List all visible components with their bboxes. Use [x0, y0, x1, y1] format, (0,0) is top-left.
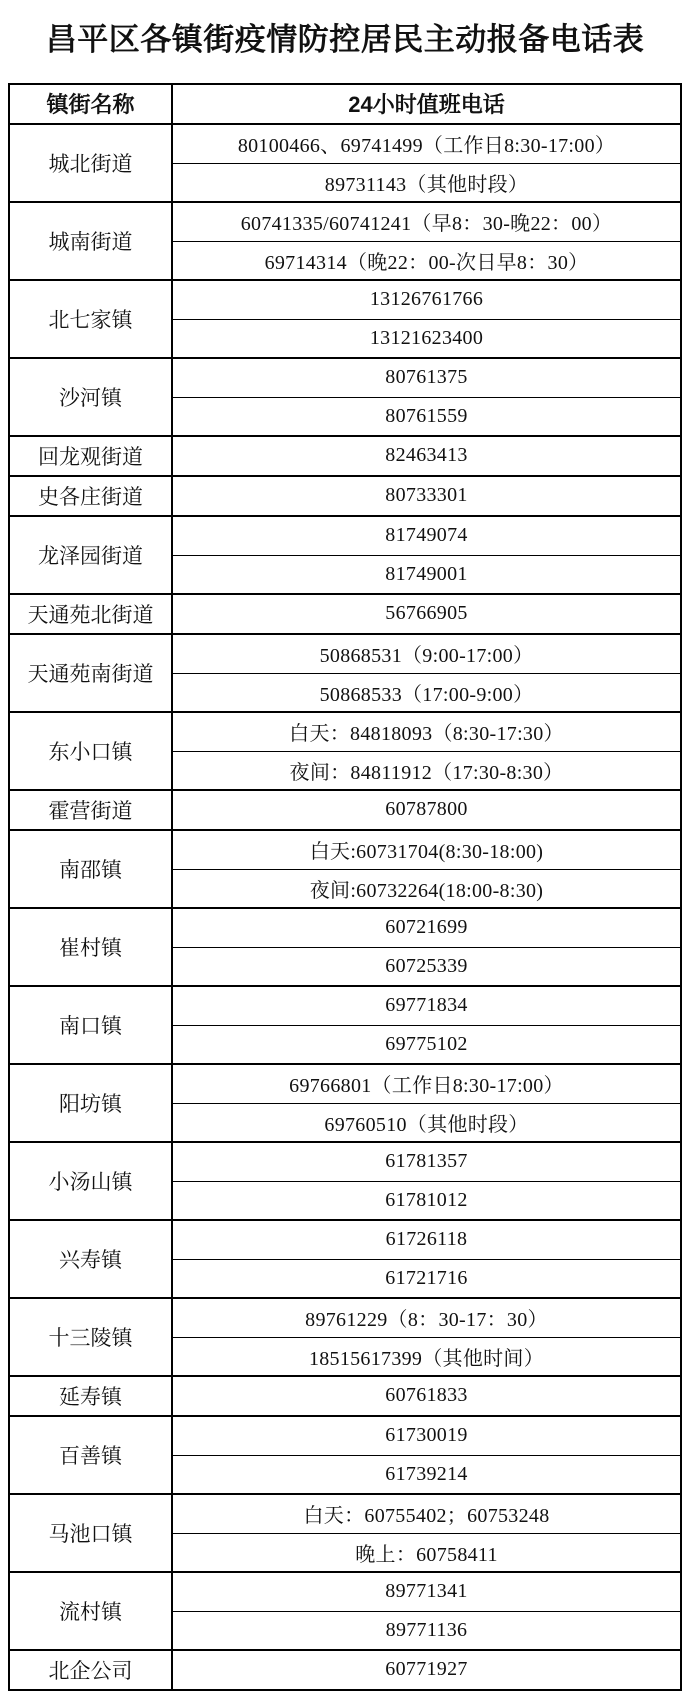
- phone-lines-cell: [173, 437, 680, 475]
- phone-lines-cell: [173, 909, 680, 985]
- table-row: [10, 475, 680, 515]
- table-row: [10, 279, 680, 357]
- phone-number-line: 白天：84818093（8:30-17:30）: [289, 723, 564, 746]
- phone-number-line: 69714314（晚22：00-次日早8：30）: [173, 241, 680, 279]
- header-24h-phone-column: 24小时值班电话: [348, 92, 505, 118]
- phone-number-line: 89771341: [385, 1580, 468, 1603]
- town-name-cell: 城南街道: [10, 203, 173, 279]
- phone-number-line: 60741335/60741241（早8：30-晚22：00）: [240, 213, 613, 236]
- page-title: 昌平区各镇街疫情防控居民主动报备电话表: [45, 22, 645, 57]
- town-name-cell: 北企公司: [10, 1651, 173, 1689]
- table-row: [10, 593, 680, 633]
- phone-lines-cell: [173, 791, 680, 829]
- phone-number-line: 81749074: [385, 524, 468, 547]
- phone-number-line: 80761559: [173, 397, 680, 435]
- phone-number-line: 56766905: [385, 602, 468, 625]
- phone-number-line: 夜间:60732264(18:00-8:30): [173, 869, 680, 907]
- phone-number-line: 白天:60731704(8:30-18:00): [309, 841, 544, 864]
- phone-number-line: 60721699: [385, 916, 468, 939]
- phone-lines-cell: [173, 477, 680, 515]
- town-name-cell: 阳坊镇: [10, 1065, 173, 1141]
- town-name-cell: 崔村镇: [10, 909, 173, 985]
- phone-number-line: 89771136: [173, 1611, 680, 1649]
- phone-number-line: 80761375: [385, 366, 468, 389]
- phone-table: [8, 83, 682, 1691]
- phone-lines-cell: [173, 1221, 680, 1297]
- table-row: [10, 515, 680, 593]
- table-row: [10, 123, 680, 201]
- table-row: [10, 829, 680, 907]
- phone-number-line: 13121623400: [173, 319, 680, 357]
- town-name-cell: 兴寿镇: [10, 1221, 173, 1297]
- phone-lines-cell: [173, 281, 680, 357]
- phone-number-line: 13126761766: [369, 288, 484, 311]
- phone-number-line: 18515617399（其他时间）: [173, 1337, 680, 1375]
- town-name-cell: 小汤山镇: [10, 1143, 173, 1219]
- town-name-cell: 龙泽园街道: [10, 517, 173, 593]
- table-row: [10, 1063, 680, 1141]
- town-name-cell: 流村镇: [10, 1573, 173, 1649]
- town-name-cell: 东小口镇: [10, 713, 173, 789]
- town-name-cell: 回龙观街道: [10, 437, 173, 475]
- phone-lines-cell: [173, 517, 680, 593]
- phone-lines-cell: [173, 831, 680, 907]
- table-body: [10, 123, 680, 1689]
- phone-number-line: 69771834: [385, 994, 468, 1017]
- header-town-name-column: 镇街名称: [10, 85, 173, 123]
- phone-lines-cell: [173, 125, 680, 201]
- phone-number-line: 89761229（8：30-17：30）: [305, 1309, 548, 1332]
- table-row: [10, 907, 680, 985]
- town-name-cell: 南邵镇: [10, 831, 173, 907]
- phone-lines-cell: [173, 1065, 680, 1141]
- phone-number-line: 夜间：84811912（17:30-8:30）: [173, 751, 680, 789]
- phone-lines-cell: [173, 595, 680, 633]
- phone-lines-cell: [173, 1495, 680, 1571]
- table-header-row: [10, 85, 680, 123]
- town-name-cell: 马池口镇: [10, 1495, 173, 1571]
- town-name-cell: 史各庄街道: [10, 477, 173, 515]
- phone-number-line: 82463413: [385, 444, 468, 467]
- table-row: [10, 1219, 680, 1297]
- phone-number-line: 89731143（其他时段）: [173, 163, 680, 201]
- town-name-cell: 南口镇: [10, 987, 173, 1063]
- table-row: [10, 1415, 680, 1493]
- phone-lines-cell: [173, 1299, 680, 1375]
- phone-number-line: 81749001: [173, 555, 680, 593]
- phone-lines-cell: [173, 713, 680, 789]
- phone-number-line: 80100466、69741499（工作日8:30-17:00）: [237, 135, 616, 158]
- table-row: [10, 435, 680, 475]
- table-row: [10, 1297, 680, 1375]
- phone-lines-cell: [173, 359, 680, 435]
- phone-number-line: 61721716: [173, 1259, 680, 1297]
- phone-number-line: 50868533（17:00-9:00）: [173, 673, 680, 711]
- table-row: [10, 985, 680, 1063]
- table-row: [10, 357, 680, 435]
- town-name-cell: 天通苑南街道: [10, 635, 173, 711]
- phone-number-line: 61781012: [173, 1181, 680, 1219]
- phone-lines-cell: [173, 1651, 680, 1689]
- phone-lines-cell: [173, 1143, 680, 1219]
- town-name-cell: 城北街道: [10, 125, 173, 201]
- phone-lines-cell: [173, 1573, 680, 1649]
- phone-number-line: 50868531（9:00-17:00）: [319, 645, 534, 668]
- town-name-cell: 沙河镇: [10, 359, 173, 435]
- town-name-cell: 十三陵镇: [10, 1299, 173, 1375]
- phone-number-line: 61781357: [385, 1150, 468, 1173]
- town-name-cell: 天通苑北街道: [10, 595, 173, 633]
- phone-number-line: 61726118: [385, 1228, 468, 1251]
- table-row: [10, 1571, 680, 1649]
- phone-number-line: 61730019: [385, 1424, 468, 1447]
- phone-number-line: 69760510（其他时段）: [173, 1103, 680, 1141]
- phone-number-line: 60725339: [173, 947, 680, 985]
- phone-lines-cell: [173, 1377, 680, 1415]
- table-row: [10, 789, 680, 829]
- table-row: [10, 1493, 680, 1571]
- town-name-cell: 百善镇: [10, 1417, 173, 1493]
- phone-lines-cell: [173, 203, 680, 279]
- town-name-cell: 延寿镇: [10, 1377, 173, 1415]
- phone-lines-cell: [173, 1417, 680, 1493]
- phone-number-line: 60771927: [385, 1658, 468, 1681]
- town-name-cell: 霍营街道: [10, 791, 173, 829]
- table-row: [10, 633, 680, 711]
- table-row: [10, 1649, 680, 1689]
- table-row: [10, 1141, 680, 1219]
- table-row: [10, 1375, 680, 1415]
- phone-number-line: 80733301: [385, 484, 468, 507]
- table-row: [10, 711, 680, 789]
- phone-number-line: 61739214: [173, 1455, 680, 1493]
- phone-lines-cell: [173, 635, 680, 711]
- phone-number-line: 60761833: [385, 1384, 468, 1407]
- phone-number-line: 69775102: [173, 1025, 680, 1063]
- phone-number-line: 60787800: [385, 798, 468, 821]
- phone-number-line: 69766801（工作日8:30-17:00）: [289, 1075, 564, 1098]
- table-row: [10, 201, 680, 279]
- phone-number-line: 晚上：60758411: [173, 1533, 680, 1571]
- phone-lines-cell: [173, 987, 680, 1063]
- phone-number-line: 白天：60755402；60753248: [303, 1505, 550, 1528]
- town-name-cell: 北七家镇: [10, 281, 173, 357]
